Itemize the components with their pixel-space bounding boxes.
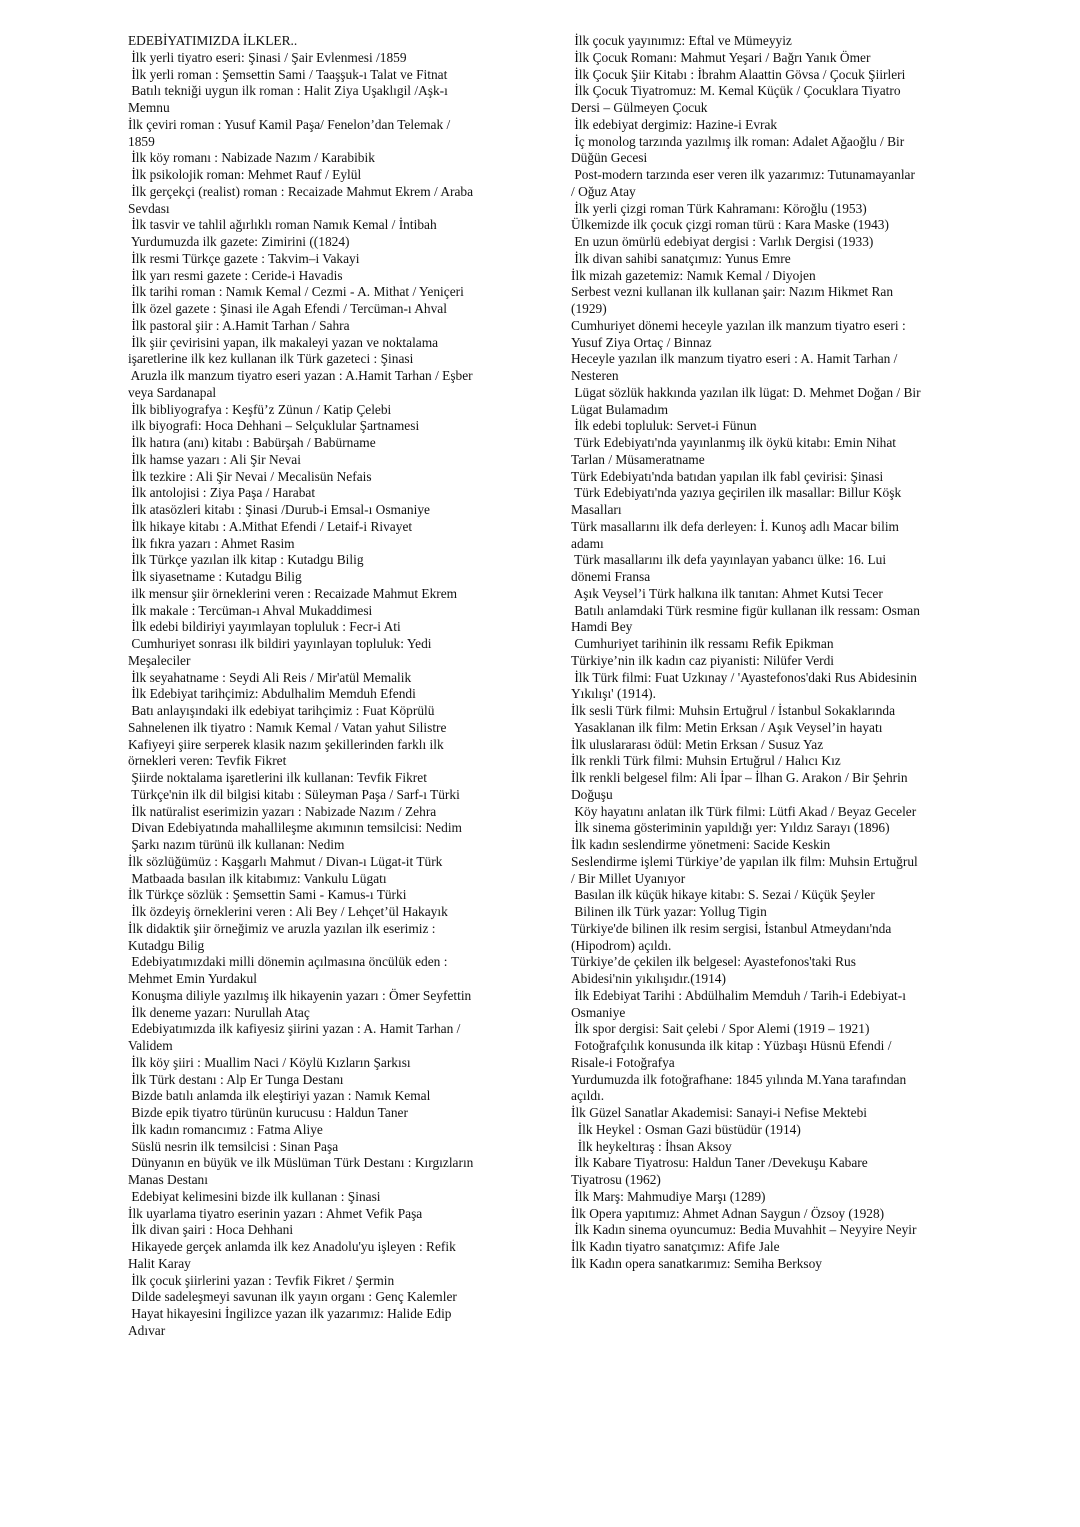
text-line: Türk Edebiyatı'nda yazıya geçirilen ilk masallar: Billur Köşk [571,485,902,501]
text-line: Doğuşu [571,786,613,802]
text-line: İlk Kadın sinema oyuncumuz: Bedia Muvahhit – Neyyire Neyir [571,1222,917,1238]
text-line: Memnu [128,100,170,115]
text-line: Dünyanın en büyük ve ilk Müslüman Türk Destanı : Kırgızların [128,1155,474,1171]
text-line: İlk siyasetname : Kutadgu Bilig [128,569,302,584]
text-line: / Oğuz Atay [571,183,636,199]
text-line: Düğün Gecesi [571,150,648,166]
text-line: İlk çocuk yayınımız: Eftal ve Mümeyyiz [571,33,792,48]
text-line: Osmaniye [571,1004,626,1020]
text-line: Fotoğrafçılık konusunda ilk kitap : Yüzbaşı Hüsnü Efendi / [571,1038,892,1053]
text-line: Türkiye'de bilinen ilk resim sergisi, İstanbul Atmeydanı'nda [571,920,892,936]
text-line: İlk köy şiiri : Muallim Naci / Köylü Kızların Şarkısı [128,1054,411,1070]
text-line: Sevdası [128,200,170,216]
text-line: açıldı. [571,1088,605,1104]
text-line: Türkiye’de çekilen ilk belgesel: Ayastefonos'taki Rus [571,954,856,970]
text-line: Bizde batılı anlamda ilk eleştiriyi yazan : Namık Kemal [128,1088,431,1104]
text-line: İlk Türk destanı : Alp Er Tunga Destanı [128,1071,344,1087]
text-line: örnekleri veren: Tevfik Fikret [128,753,287,769]
text-line: (Hipodrom) açıldı. [571,937,672,953]
text-line: İlk özdeyiş örneklerini veren : Ali Bey / Lehçet’ül Hakayık [128,904,448,919]
text-line: İlk Kabare Tiyatrosu: Haldun Taner /Devekuşu Kabare [571,1155,868,1171]
text-line: Yurdumuzda ilk gazete: Zimirini ((1824) [128,234,350,249]
text-line: İlk çocuk şiirlerini yazan : Tevfik Fikret / Şermin [128,1272,395,1288]
text-line: İlk uyarlama tiyatro eserinin yazarı : Ahmet Vefik Paşa [128,1205,423,1221]
text-line: Mehmet Emin Yurdakul [128,971,257,986]
text-line: Validem [128,1038,173,1053]
text-line: İlk Edebiyat Tarihi : Abdülhalim Memduh / Tarih-i Edebiyat-ı [571,987,906,1003]
text-line: İlk Kadın opera sanatkarımız: Semiha Berksoy [571,1255,823,1271]
text-line: dönemi Fransa [571,569,651,584]
text-line: Yusuf Ziya Ortaç / Binnaz [571,334,712,350]
text-line: İlk bibliyografya : Keşfü’z Zünun / Katip Çelebi [128,401,392,417]
text-line: / Bir Millet Uyanıyor [571,870,686,886]
text-line: Kutadgu Bilig [128,937,205,953]
text-line: Türkçe'nin ilk dil bilgisi kitabı : Süleyman Paşa / Sarf-ı Türki [128,786,460,802]
text-line: İlk Türkçe yazılan ilk kitap : Kutadgu Bilig [128,552,364,568]
text-line: Meşaleciler [128,652,191,668]
text-line: İlk Opera yapıtımız: Ahmet Adnan Saygun / Özsoy (1928) [571,1205,885,1221]
text-line: Türk masallarını ilk defa derleyen: İ. Kunoş adlı Macar bilim [571,518,899,534]
text-line: İlk edebi topluluk: Servet-i Fünun [571,418,757,434]
text-line: ilk biyografi: Hoca Dehhani – Selçuklular Şartnamesi [128,418,420,434]
text-line: İlk tezkire : Ali Şir Nevai / Mecalisün Nefais [128,468,372,484]
text-line: EDEBİYATIMIZDA İLKLER.. [128,33,298,48]
text-line: Ülkemizde ilk çocuk çizgi roman türü : Kara Maske (1943) [571,217,889,233]
text-line: Cumhuriyet tarihinin ilk ressamı Refik Epikman [571,636,834,651]
text-line: İlk Türkçe sözlük : Şemsettin Sami - Kamus-ı Türki [128,887,407,903]
text-line: Aşık Veysel’i Türk halkına ilk tanıtan: Ahmet Kutsi Tecer [571,585,883,601]
text-line: Heceyle yazılan ilk manzum tiyatro eseri : A. Hamit Tarhan / [571,351,898,367]
text-line: İlk fıkra yazarı : Ahmet Rasim [128,535,295,551]
text-line: İlk renkli belgesel film: Ali İpar – İlhan G. Arakon / Bir Şehrin [571,770,908,785]
text-line: Bizde epik tiyatro türünün kurucusu : Haldun Taner [128,1105,408,1120]
text-line: Batılı anlamdaki Türk resmine figür kullanan ilk ressam: Osman [571,602,920,618]
text-line: işaretlerine ilk kez kullanan ilk Türk gazeteci : Şinasi [128,351,414,367]
text-line: Türkiye’nin ilk kadın caz piyanisti: Nilüfer Verdi [571,652,835,668]
text-line: İlk didaktik şiir örneğimiz ve aruzla yazılan ilk eserimiz : [128,920,436,936]
text-line: İlk mizah gazetemiz: Namık Kemal / Diyojen [571,267,816,283]
text-line: Lügat Bulamadım [571,401,669,417]
text-line: veya Sardanapal [128,384,217,400]
text-line: Batı anlayışındaki ilk edebiyat tarihçimiz : Fuat Köprülü [128,703,435,718]
text-line: Hayat hikayesini İngilizce yazan ilk yazarımız: Halide Edip [128,1306,452,1321]
text-line: Aruzla ilk manzum tiyatro eseri yazan : A.Hamit Tarhan / Eşber [128,368,473,383]
text-line: Basılan ilk küçük hikaye kitabı: S. Sezai / Küçük Şeyler [571,887,875,903]
text-line: Adıvar [128,1322,166,1338]
text-line: Edebiyat kelimesini bizde ilk kullanan : Şinasi [128,1188,381,1204]
text-line: Dersi – Gülmeyen Çocuk [571,100,708,115]
text-line: ilk mensur şiir örneklerini veren : Recaizade Mahmut Ekrem [128,585,458,601]
text-line: İlk özel gazete : Şinasi ile Agah Efendi / Tercüman-ı Ahval [128,301,447,316]
text-line: Türk masallarını ilk defa yayınlayan yabancı ülke: 16. Lui [571,552,887,568]
text-line: İlk tarihi roman : Namık Kemal / Cezmi - A. Mithat / Yeniçeri [128,284,464,300]
text-line: İlk makale : Tercüman-ı Ahval Mukaddimesi [128,602,373,618]
text-line: İlk divan sahibi sanatçımız: Yunus Emre [571,250,791,266]
text-line: İlk şiir çevirisini yapan, ilk makaleyi yazan ve noktalama [128,334,439,350]
text-line: Masalları [571,502,622,517]
text-line: İlk hamse yazarı : Ali Şir Nevai [128,451,301,467]
text-line: Dilde sadeleşmeyi savunan ilk yayın organı : Genç Kalemler [128,1289,457,1305]
text-line: İlk uluslararası ödül: Metin Erksan / Susuz Yaz [571,736,824,752]
text-line: İlk resmi Türkçe gazete : Takvim–i Vakayi [128,250,360,266]
text-line: İç monolog tarzında yazılmış ilk roman: Adalet Ağaoğlu / Bir [571,133,905,149]
text-line: Post-modern tarzında eser veren ilk yazarımız: Tutunamayanlar [571,167,915,182]
text-line: İlk kadın seslendirme yönetmeni: Sacide Keskin [571,837,831,852]
text-line: Risale-i Fotoğrafya [571,1054,675,1070]
text-line: Abidesi'nin yıkılışıdır.(1914) [571,971,726,986]
text-line: İlk Edebiyat tarihçimiz: Abdulhalim Memduh Efendi [128,686,416,702]
text-line: İlk atasözleri kitabı : Şinasi /Durub-i Emsal-ı Osmaniye [128,502,430,517]
text-line: İlk Çocuk Romanı: Mahmut Yeşari / Bağrı Yanık Ömer [571,49,871,65]
text-line: İlk deneme yazarı: Nurullah Ataç [128,1004,310,1020]
text-line: Cumhuriyet sonrası ilk bildiri yayınlayan topluluk: Yedi [128,636,432,651]
text-line: (1929) [571,301,607,316]
text-line: Şiirde noktalama işaretlerini ilk kullanan: Tevfik Fikret [128,770,427,785]
text-line: Tiyatrosu (1962) [571,1172,661,1187]
text-line: İlk psikolojik roman: Mehmet Rauf / Eylül [128,167,362,182]
text-line: Manas Destanı [128,1172,208,1187]
text-line: Hamdi Bey [571,619,633,635]
right-column [571,33,956,1273]
text-line: İlk renkli Türk filmi: Muhsin Ertuğrul / Halıcı Kız [571,753,841,769]
text-line: Edebiyatımızda ilk kafiyesiz şiirini yazan : A. Hamit Tarhan / [128,1021,461,1037]
text-line: İlk Kadın tiyatro sanatçımız: Afife Jale [571,1239,780,1254]
text-line: Türk Edebiyatı'nda yayınlanmış ilk öykü kitabı: Emin Nihat [571,435,896,450]
text-line: Tarlan / Müsameratname [571,451,705,467]
text-line: İlk Çocuk Tiyatromuz: M. Kemal Küçük / Çocuklara Tiyatro [571,83,901,99]
text-line: Köy hayatını anlatan ilk Türk filmi: Lütfi Akad / Beyaz Geceler [571,803,917,819]
text-line: En uzun ömürlü edebiyat dergisi : Varlık Dergisi (1933) [571,234,874,249]
text-line: İlk spor dergisi: Sait çelebi / Spor Alemi (1919 – 1921) [571,1021,870,1037]
text-line: Halit Karay [128,1255,191,1271]
text-line: Nesteren [571,368,619,383]
text-line: Seslendirme işlemi Türkiye’de yapılan ilk film: Muhsin Ertuğrul [571,853,918,869]
text-line: Sahnelenen ilk tiyatro : Namık Kemal / Vatan yahut Silistre [128,719,447,735]
text-line: İlk çeviri roman : Yusuf Kamil Paşa/ Fenelon’dan Telemak / [128,116,451,132]
text-line: İlk Çocuk Şiir Kitabı : İbrahm Alaattin Gövsa / Çocuk Şiirleri [571,66,906,82]
text-line: İlk divan şairi : Hoca Dehhani [128,1222,294,1238]
text-line: Türk Edebiyatı'nda batıdan yapılan ilk fabl çevirisi: Şinasi [571,468,884,484]
text-line: İlk kadın romancımız : Fatma Aliye [128,1121,323,1137]
text-line: Hikayede gerçek anlamda ilk kez Anadolu'yu işleyen : Refik [128,1239,456,1254]
text-line: adamı [571,535,604,551]
text-line: İlk Türk filmi: Fuat Uzkınay / 'Ayastefonos'daki Rus Abidesinin [571,669,917,685]
text-line: İlk sinema gösteriminin yapıldığı yer: Yıldız Sarayı (1896) [571,820,890,836]
text-line: İlk Marş: Mahmudiye Marşı (1289) [571,1188,766,1204]
text-line: İlk gerçekçi (realist) roman : Recaizade Mahmut Ekrem / Araba [128,183,474,199]
text-line: İlk yerli roman : Şemsettin Sami / Taaşşuk-ı Talat ve Fitnat [128,66,448,82]
text-line: İlk yerli tiyatro eseri: Şinasi / Şair Evlenmesi /1859 [128,49,407,65]
left-column [128,33,513,1340]
text-line: Şarkı nazım türünü ilk kullanan: Nedim [128,837,345,852]
text-line: 1859 [128,133,155,149]
text-line: Cumhuriyet dönemi heceyle yazılan ilk manzum tiyatro eseri : [571,317,906,333]
text-line: İlk yarı resmi gazete : Ceride-i Havadis [128,267,343,283]
text-line: İlk yerli çizgi roman Türk Kahramanı: Köroğlu (1953) [571,200,867,216]
text-line: İlk pastoral şiir : A.Hamit Tarhan / Sahra [128,317,350,333]
text-line: Yurdumuzda ilk fotoğrafhane: 1845 yılında M.Yana tarafından [571,1071,907,1087]
text-line: İlk tasvir ve tahlil ağırlıklı roman Namık Kemal / İntibah [128,217,437,233]
text-line: Lügat sözlük hakkında yazılan ilk lügat: D. Mehmet Doğan / Bir [571,384,921,400]
text-line: İlk Heykel : Osman Gazi büstüdür (1914) [571,1121,801,1137]
text-line: İlk hikaye kitabı : A.Mithat Efendi / Letaif-i Rivayet [128,518,413,534]
text-line: Matbaada basılan ilk kitabımız: Vankulu Lügatı [128,870,387,886]
text-line: Yıkılışı' (1914). [571,686,656,702]
text-line: İlk hatıra (anı) kitabı : Babürşah / Babürname [128,435,376,450]
text-line: İlk seyahatname : Seydi Ali Reis / Mir'atül Memalik [128,669,412,685]
text-line: Süslü nesrin ilk temsilcisi : Sinan Paşa [128,1138,339,1154]
text-line: İlk antolojisi : Ziya Paşa / Harabat [128,485,316,501]
text-line: Batılı tekniği uygun ilk roman : Halit Ziya Uşaklıgil /Aşk-ı [128,83,448,99]
text-line: Yasaklanan ilk film: Metin Erksan / Aşık Veysel’in hayatı [571,719,883,735]
text-line: İlk edebi bildiriyi yayımlayan topluluk : Fecr-i Ati [128,619,401,635]
text-line: Bilinen ilk Türk yazar: Yollug Tigin [571,904,767,919]
text-line: İlk natüralist eserimizin yazarı : Nabizade Nazım / Zehra [128,803,437,819]
text-line: Konuşma diliyle yazılmış ilk hikayenin yazarı : Ömer Seyfettin [128,987,472,1003]
text-line: Serbest vezni kullanan ilk kullanan şair: Nazım Hikmet Ran [571,284,894,300]
text-line: Kafiyeyi şiire serperek klasik nazım şekillerinden farklı ilk [128,736,444,752]
text-line: İlk Güzel Sanatlar Akademisi: Sanayi-i Nefise Mektebi [571,1105,867,1120]
text-line: İlk sözlüğümüz : Kaşgarlı Mahmut / Divan-ı Lügat-it Türk [128,853,443,869]
text-line: Divan Edebiyatında mahallileşme akımının temsilcisi: Nedim [128,820,462,836]
text-line: İlk heykeltıraş : İhsan Aksoy [571,1138,732,1154]
text-line: Edebiyatımızdaki milli dönemin açılmasına öncülük eden : [128,954,448,970]
text-line: İlk edebiyat dergimiz: Hazine-i Evrak [571,116,778,132]
text-line: İlk sesli Türk filmi: Muhsin Ertuğrul / İstanbul Sokaklarında [571,703,896,718]
text-line: İlk köy romanı : Nabizade Nazım / Karabibik [128,150,375,166]
